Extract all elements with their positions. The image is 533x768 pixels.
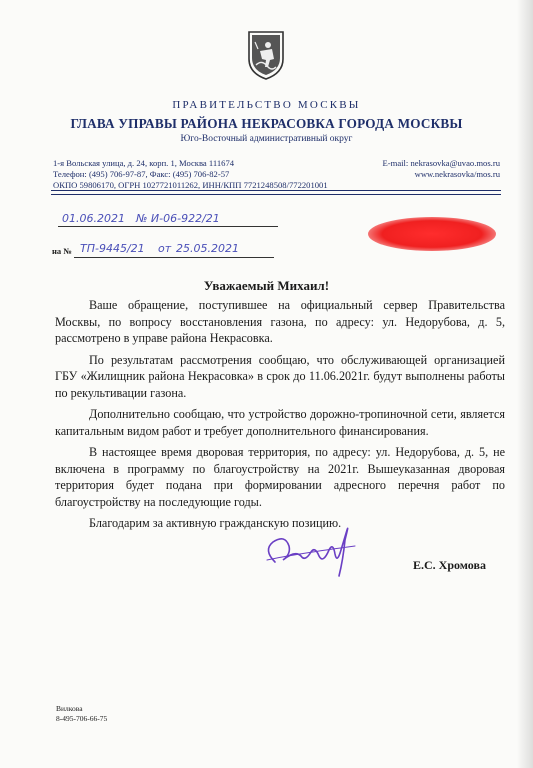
body-paragraph: По результатам рассмотрения сообщаю, что обслуживающей организацией ГБУ «Жилищник района Некрасовка» в срок до 11.06.2021г. будут выполнены работы по рекультивации газона.	[55, 352, 505, 400]
page-edge-shadow	[517, 0, 533, 768]
body-paragraph: Благодарим за активную гражданскую позицию.	[89, 516, 342, 530]
registration-date: 01.06.2021	[62, 212, 125, 225]
letterhead-divider	[51, 190, 501, 191]
body-paragraph: Ваше обращение, поступившее на официальный сервер Правительства Москвы, по вопросу восстановления газона, по адресу: ул. Недорубова, д. 5, рассмотрено в управе района Некрасовка.	[55, 298, 505, 345]
executor-name: Вилкова	[56, 704, 83, 713]
registration-line	[58, 226, 278, 227]
body-paragraph: Дополнительно сообщаю, что устройство дорожно-тропиночной сети, является капитальным видом работ и требует дополнительного финансирования.	[55, 407, 505, 438]
letterhead-title: ГЛАВА УПРАВЫ РАЙОНА НЕКРАСОВКА ГОРОДА МОСКВЫ	[70, 116, 463, 131]
body-paragraph: В настоящее время дворовая территория, по адресу: ул. Недорубова, д. 5, не включена в программу по благоустройству на 2021г. Вышеуказанная дворовая территория будет подана при формировании адресного перечня работ по благоустройству на последующие годы.	[55, 445, 505, 509]
greeting: Уважаемый Михаил!	[203, 278, 330, 293]
reference-number: ТП-9445/21	[80, 242, 145, 255]
reference-line	[74, 257, 274, 258]
contact-block	[383, 158, 500, 180]
executor-block	[56, 704, 107, 724]
signer-name: Е.С. Хромова	[413, 558, 486, 572]
reference-date: 25.05.2021	[176, 242, 239, 255]
letterhead-divider-thin	[51, 194, 501, 195]
moscow-coat-of-arms-icon	[246, 29, 286, 81]
okrug-subtitle: Юго-Восточный административный округ	[180, 134, 353, 144]
email-text: E-mail: nekrasovka@uvao.mos.ru	[382, 158, 500, 168]
address-line: 1-я Вольская улица, д. 24, корп. 1, Москва 111674	[53, 158, 235, 168]
government-title: ПРАВИТЕЛЬСТВО МОСКВЫ	[172, 99, 361, 111]
redaction-mark	[368, 217, 496, 251]
phone-line: Телефон: (495) 706-97-87, Факс: (495) 706-82-57	[53, 169, 230, 179]
letter-body	[55, 297, 505, 537]
handwritten-signature	[255, 520, 365, 580]
website-text: www.nekrasovka/mos.ru	[414, 169, 500, 179]
address-block	[53, 158, 328, 191]
registry-line: ОКПО 59806170, ОГРН 1027721011262, ИНН/КПП 7721248508/772201001	[53, 180, 328, 190]
registration-number: № И-06-922/21	[136, 212, 220, 225]
reference-label: на №	[52, 246, 72, 256]
executor-phone: 8-495-706-66-75	[56, 714, 108, 723]
reference-of: от	[158, 242, 172, 255]
